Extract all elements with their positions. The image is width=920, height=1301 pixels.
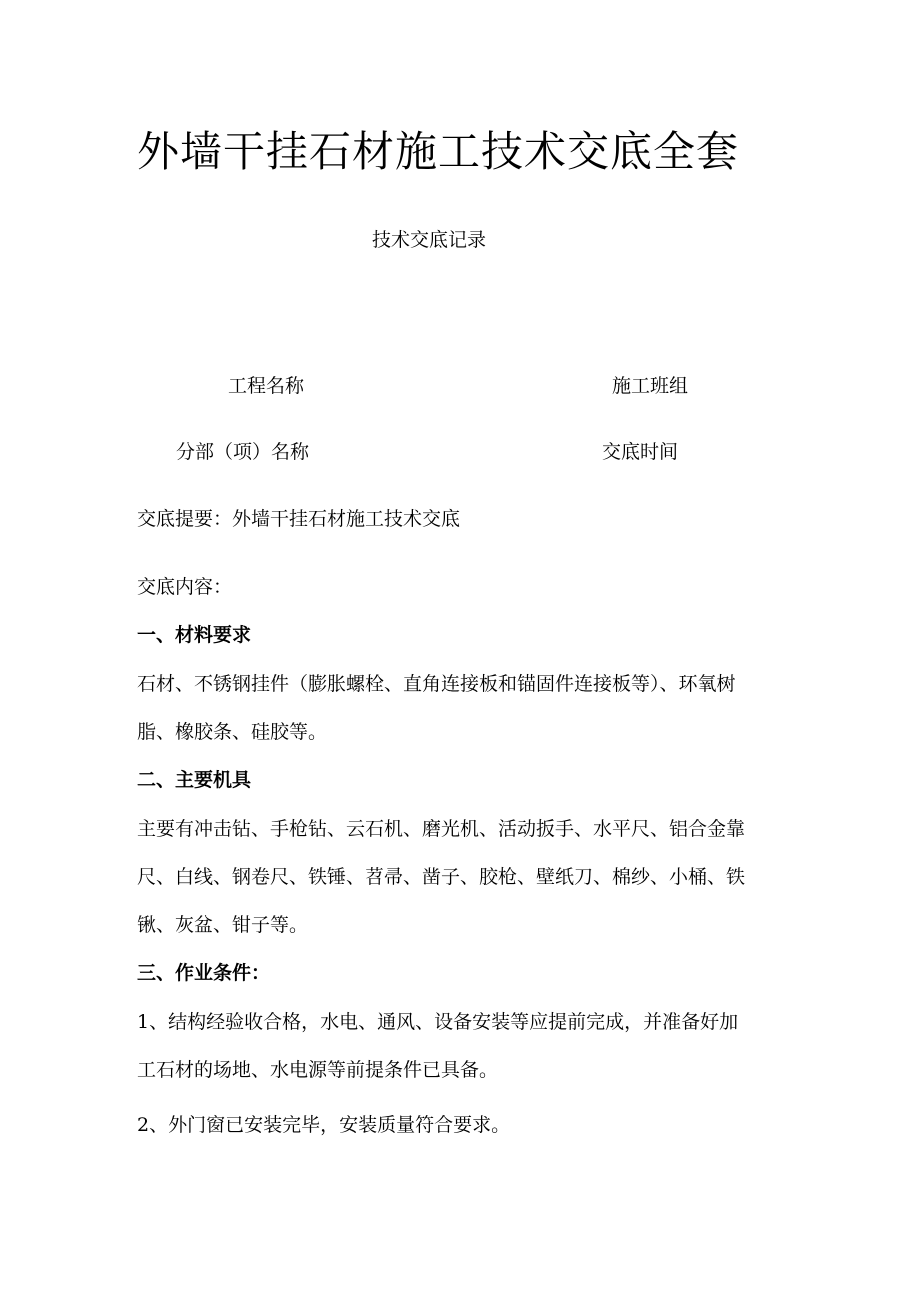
section-heading-tools: 二、主要机具 — [137, 769, 252, 791]
section-line: 锹、灰盆、钳子等。 — [137, 914, 309, 936]
list-item-line: 工石材的场地、水电源等前提条件已具备。 — [137, 1059, 499, 1081]
list-item-line: 1、结构经验收合格，水电、通风、设备安装等应提前完成，并准备好加 — [137, 1011, 739, 1033]
field-project-name: 工程名称 — [228, 375, 305, 397]
field-construction-team: 施工班组 — [612, 375, 689, 397]
section-heading-conditions: 三、作业条件： — [137, 962, 271, 984]
section-line: 尺、白线、钢卷尺、铁锤、苕帚、凿子、胶枪、壁纸刀、棉纱、小桶、铁 — [137, 866, 746, 888]
field-sub-item-name: 分部（项）名称 — [176, 441, 310, 463]
field-disclosure-time: 交底时间 — [602, 441, 679, 463]
list-item-line: 2、外门窗已安装完毕，安装质量符合要求。 — [137, 1114, 511, 1136]
content-label: 交底内容： — [137, 576, 233, 598]
document-title: 外墙干挂石材施工技术交底全套 — [137, 127, 740, 176]
document-subtitle: 技术交底记录 — [372, 229, 487, 251]
section-line: 主要有冲击钻、手枪钻、云石机、磨光机、活动扳手、水平尺、铝合金靠 — [137, 818, 746, 840]
section-line: 石材、不锈钢挂件（膨胀螺栓、直角连接板和锚固件连接板等）、环氧树 — [137, 673, 736, 695]
section-line: 脂、橡胶条、硅胶等。 — [137, 721, 328, 743]
disclosure-summary: 交底提要：外墙干挂石材施工技术交底 — [137, 508, 461, 530]
section-heading-materials: 一、材料要求 — [137, 624, 252, 646]
